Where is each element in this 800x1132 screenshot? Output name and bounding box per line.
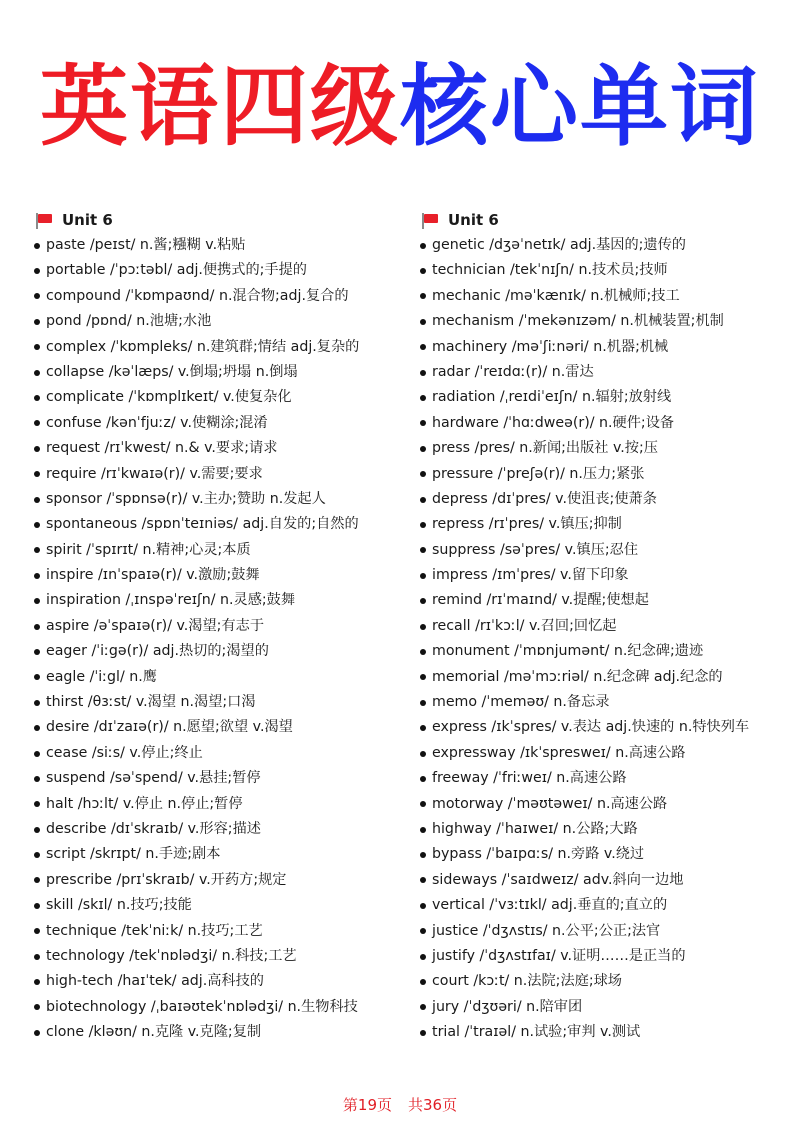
- word-entry: collapse /kəˈlæps/ v.倒塌;坍塌 n.倒塌: [46, 363, 298, 380]
- bullet-icon: [420, 674, 426, 680]
- bullet-icon: [420, 649, 426, 655]
- bullet-icon: [420, 522, 426, 528]
- list-item: [34, 792, 414, 817]
- word-entry: confuse /kənˈfjuːz/ v.使糊涂;混淆: [46, 414, 268, 431]
- bullet-icon: [420, 420, 426, 426]
- list-item: [34, 538, 414, 563]
- list-item: [34, 614, 414, 639]
- page-title: [0, 52, 800, 162]
- word-entry: paste /peɪst/ n.酱;糨糊 v.粘贴: [46, 237, 246, 253]
- word-entry: recall /rɪˈkɔːl/ v.召回;回忆起: [432, 617, 617, 634]
- list-item: [34, 512, 414, 537]
- list-item: [420, 995, 800, 1020]
- word-list: [420, 233, 800, 1046]
- list-item: [420, 690, 800, 715]
- word-entry: justify /ˈdʒʌstɪfaɪ/ v.证明……是正当的: [432, 947, 686, 964]
- bullet-icon: [34, 395, 40, 401]
- word-entry: high-tech /haɪˈtek/ adj.高科技的: [46, 973, 264, 990]
- unit-label: Unit 6: [62, 211, 113, 229]
- list-item: [420, 665, 800, 690]
- word-entry: mechanism /ˈmekənɪzəm/ n.机械装置;机制: [432, 313, 724, 330]
- list-item: [420, 309, 800, 334]
- list-item: [34, 969, 414, 994]
- list-item: [420, 715, 800, 740]
- bullet-icon: [34, 877, 40, 883]
- bullet-icon: [34, 852, 40, 858]
- page-number: 第19页: [342, 1096, 392, 1114]
- word-entry: highway /ˈhaɪweɪ/ n.公路;大路: [432, 820, 638, 837]
- list-item: [420, 563, 800, 588]
- word-entry: request /rɪˈkwest/ n.& v.要求;请求: [46, 440, 278, 457]
- bullet-icon: [34, 954, 40, 960]
- list-item: [34, 233, 414, 258]
- word-entry: monument /ˈmɒnjumənt/ n.纪念碑;遗迹: [432, 643, 704, 660]
- bullet-icon: [34, 1030, 40, 1036]
- bullet-icon: [420, 725, 426, 731]
- bullet-icon: [420, 243, 426, 249]
- word-entry: express /ɪkˈspres/ v.表达 adj.快速的 n.特快列车: [432, 719, 750, 736]
- list-item: [34, 1020, 414, 1045]
- list-item: [420, 436, 800, 461]
- list-item: [420, 411, 800, 436]
- page-total: 共36页: [408, 1096, 458, 1114]
- bullet-icon: [34, 293, 40, 299]
- word-entry: remind /rɪˈmaɪnd/ v.提醒;使想起: [432, 592, 649, 609]
- bullet-icon: [34, 776, 40, 782]
- bullet-icon: [420, 801, 426, 807]
- bullet-icon: [420, 344, 426, 350]
- list-item: [420, 792, 800, 817]
- word-entry: spontaneous /spɒnˈteɪniəs/ adj.自发的;自然的: [46, 516, 359, 533]
- word-entry: eagle /ˈiːgl/ n.鹰: [46, 668, 157, 685]
- bullet-icon: [420, 370, 426, 376]
- word-entry: pond /pɒnd/ n.池塘;水池: [46, 313, 212, 330]
- list-item: [34, 741, 414, 766]
- word-entry: justice /ˈdʒʌstɪs/ n.公平;公正;法官: [432, 922, 661, 939]
- word-entry: complicate /ˈkɒmplɪkeɪt/ v.使复杂化: [46, 389, 292, 406]
- bullet-icon: [420, 293, 426, 299]
- word-entry: machinery /məˈʃiːnəri/ n.机器;机械: [432, 338, 669, 355]
- list-item: [420, 639, 800, 664]
- word-entry: depress /dɪˈpres/ v.使沮丧;使萧条: [432, 490, 657, 507]
- word-entry: pressure /ˈpreʃə(r)/ n.压力;紧张: [432, 465, 645, 482]
- bullet-icon: [34, 928, 40, 934]
- list-item: [34, 817, 414, 842]
- word-entry: describe /dɪˈskraɪb/ v.形容;描述: [46, 820, 261, 837]
- word-entry: compound /ˈkɒmpaʊnd/ n.混合物;adj.复合的: [46, 287, 349, 304]
- word-entry: biotechnology /ˌbaɪəʊtekˈnɒlədʒi/ n.生物科技: [46, 998, 358, 1015]
- list-item: [34, 335, 414, 360]
- word-entry: halt /hɔːlt/ v.停止 n.停止;暂停: [46, 795, 243, 812]
- bullet-icon: [34, 446, 40, 452]
- bullet-icon: [34, 674, 40, 680]
- list-item: [420, 969, 800, 994]
- word-entry: suspend /səˈspend/ v.悬挂;暂停: [46, 770, 261, 787]
- list-item: [420, 944, 800, 969]
- list-item: [420, 462, 800, 487]
- bullet-icon: [34, 979, 40, 985]
- word-entry: thirst /θɜːst/ v.渴望 n.渴望;口渴: [46, 694, 256, 711]
- word-entry: sideways /ˈsaɪdweɪz/ adv.斜向一边地: [432, 871, 684, 888]
- bullet-icon: [34, 471, 40, 477]
- list-item: [34, 715, 414, 740]
- list-item: [420, 284, 800, 309]
- unit-heading: [420, 208, 800, 233]
- list-item: [34, 436, 414, 461]
- list-item: [420, 868, 800, 893]
- word-entry: jury /ˈdʒʊəri/ n.陪审团: [432, 998, 583, 1015]
- list-item: [34, 842, 414, 867]
- word-entry: cease /siːs/ v.停止;终止: [46, 744, 203, 761]
- bullet-icon: [34, 268, 40, 274]
- page-footer: [0, 1094, 800, 1115]
- bullet-icon: [420, 268, 426, 274]
- list-item: [34, 944, 414, 969]
- left-column: [34, 208, 414, 1046]
- list-item: [420, 258, 800, 283]
- bullet-icon: [34, 1004, 40, 1010]
- bullet-icon: [420, 547, 426, 553]
- word-entry: script /skrɪpt/ n.手迹;剧本: [46, 846, 221, 863]
- list-item: [34, 665, 414, 690]
- list-item: [34, 360, 414, 385]
- word-entry: technician /tekˈnɪʃn/ n.技术员;技师: [432, 262, 668, 279]
- right-column: [420, 208, 800, 1046]
- bullet-icon: [34, 725, 40, 731]
- word-entry: sponsor /ˈspɒnsə(r)/ v.主办;赞助 n.发起人: [46, 490, 326, 507]
- list-item: [34, 284, 414, 309]
- word-entry: bypass /ˈbaɪpɑːs/ n.旁路 v.绕过: [432, 846, 645, 863]
- list-item: [34, 563, 414, 588]
- list-item: [420, 233, 800, 258]
- bullet-icon: [420, 776, 426, 782]
- word-entry: technology /tekˈnɒlədʒi/ n.科技;工艺: [46, 947, 297, 964]
- bullet-icon: [420, 751, 426, 757]
- word-entry: trial /ˈtraɪəl/ n.试验;审判 v.测试: [432, 1024, 641, 1041]
- red-flag-icon: [420, 213, 440, 229]
- bullet-icon: [34, 700, 40, 706]
- unit-label: Unit 6: [448, 211, 499, 229]
- list-item: [34, 766, 414, 791]
- word-entry: spirit /ˈspɪrɪt/ n.精神;心灵;本质: [46, 541, 251, 558]
- unit-heading: [34, 208, 414, 233]
- word-entry: impress /ɪmˈpres/ v.留下印象: [432, 567, 629, 584]
- word-entry: desire /dɪˈzaɪə(r)/ n.愿望;欲望 v.渴望: [46, 719, 293, 736]
- bullet-icon: [420, 827, 426, 833]
- word-entry: suppress /səˈpres/ v.镇压;忍住: [432, 541, 639, 558]
- bullet-icon: [420, 598, 426, 604]
- word-entry: clone /kləʊn/ n.克隆 v.克隆;复制: [46, 1024, 262, 1041]
- list-item: [420, 335, 800, 360]
- list-item: [420, 919, 800, 944]
- word-entry: expressway /ɪkˈspresweɪ/ n.高速公路: [432, 744, 686, 761]
- word-entry: press /pres/ n.新闻;出版社 v.按;压: [432, 440, 658, 457]
- word-entry: freeway /ˈfriːweɪ/ n.高速公路: [432, 770, 627, 787]
- bullet-icon: [420, 877, 426, 883]
- list-item: [420, 766, 800, 791]
- bullet-icon: [34, 420, 40, 426]
- list-item: [420, 360, 800, 385]
- word-entry: mechanic /məˈkænɪk/ n.机械师;技工: [432, 287, 680, 304]
- list-item: [34, 893, 414, 918]
- word-entry: memo /ˈmeməʊ/ n.备忘录: [432, 694, 610, 711]
- bullet-icon: [34, 598, 40, 604]
- bullet-icon: [34, 751, 40, 757]
- bullet-icon: [34, 522, 40, 528]
- list-item: [34, 411, 414, 436]
- list-item: [34, 462, 414, 487]
- word-entry: skill /skɪl/ n.技巧;技能: [46, 897, 192, 914]
- word-entry: repress /rɪˈpres/ v.镇压;抑制: [432, 516, 622, 533]
- word-entry: hardware /ˈhɑːdweə(r)/ n.硬件;设备: [432, 414, 675, 431]
- title-red-part: 英语四级: [39, 55, 400, 158]
- word-entry: vertical /ˈvɜːtɪkl/ adj.垂直的;直立的: [432, 897, 668, 914]
- bullet-icon: [34, 243, 40, 249]
- word-entry: portable /ˈpɔːtəbl/ adj.便携式的;手提的: [46, 262, 307, 279]
- bullet-icon: [420, 319, 426, 325]
- bullet-icon: [420, 573, 426, 579]
- list-item: [420, 588, 800, 613]
- bullet-icon: [34, 624, 40, 630]
- list-item: [34, 487, 414, 512]
- word-entry: radiation /ˌreɪdiˈeɪʃn/ n.辐射;放射线: [432, 389, 672, 406]
- bullet-icon: [420, 903, 426, 909]
- title-blue-part: 核心单词: [400, 55, 761, 158]
- bullet-icon: [34, 547, 40, 553]
- word-entry: technique /tekˈniːk/ n.技巧;工艺: [46, 922, 263, 939]
- bullet-icon: [34, 319, 40, 325]
- word-entry: inspire /ɪnˈspaɪə(r)/ v.激励;鼓舞: [46, 567, 260, 584]
- bullet-icon: [34, 801, 40, 807]
- word-entry: eager /ˈiːgə(r)/ adj.热切的;渴望的: [46, 643, 269, 660]
- list-item: [34, 690, 414, 715]
- word-entry: complex /ˈkɒmpleks/ n.建筑群;情结 adj.复杂的: [46, 338, 360, 355]
- word-entry: prescribe /prɪˈskraɪb/ v.开药方;规定: [46, 871, 287, 888]
- word-entry: motorway /ˈməʊtəweɪ/ n.高速公路: [432, 795, 668, 812]
- word-entry: genetic /dʒəˈnetɪk/ adj.基因的;遗传的: [432, 237, 686, 253]
- list-item: [34, 639, 414, 664]
- list-item: [420, 817, 800, 842]
- bullet-icon: [34, 649, 40, 655]
- bullet-icon: [420, 1004, 426, 1010]
- list-item: [34, 385, 414, 410]
- bullet-icon: [420, 979, 426, 985]
- bullet-icon: [420, 852, 426, 858]
- list-item: [34, 995, 414, 1020]
- word-entry: aspire /əˈspaɪə(r)/ v.渴望;有志于: [46, 617, 265, 634]
- red-flag-icon: [34, 213, 54, 229]
- bullet-icon: [420, 954, 426, 960]
- bullet-icon: [34, 344, 40, 350]
- bullet-icon: [34, 903, 40, 909]
- bullet-icon: [34, 370, 40, 376]
- list-item: [34, 919, 414, 944]
- bullet-icon: [420, 471, 426, 477]
- list-item: [420, 842, 800, 867]
- bullet-icon: [420, 624, 426, 630]
- list-item: [34, 588, 414, 613]
- list-item: [420, 385, 800, 410]
- word-entry: memorial /məˈmɔːriəl/ n.纪念碑 adj.纪念的: [432, 668, 723, 685]
- bullet-icon: [420, 446, 426, 452]
- list-item: [34, 309, 414, 334]
- word-entry: radar /ˈreɪdɑː(r)/ n.雷达: [432, 363, 594, 380]
- bullet-icon: [34, 573, 40, 579]
- bullet-icon: [420, 497, 426, 503]
- word-list: [34, 233, 414, 1046]
- bullet-icon: [420, 395, 426, 401]
- list-item: [420, 538, 800, 563]
- list-item: [420, 512, 800, 537]
- list-item: [420, 614, 800, 639]
- word-entry: inspiration /ˌɪnspəˈreɪʃn/ n.灵感;鼓舞: [46, 592, 296, 609]
- word-entry: require /rɪˈkwaɪə(r)/ v.需要;要求: [46, 465, 263, 482]
- bullet-icon: [420, 928, 426, 934]
- bullet-icon: [34, 827, 40, 833]
- list-item: [34, 868, 414, 893]
- list-item: [34, 258, 414, 283]
- bullet-icon: [420, 1030, 426, 1036]
- word-entry: court /kɔːt/ n.法院;法庭;球场: [432, 973, 622, 990]
- list-item: [420, 893, 800, 918]
- list-item: [420, 487, 800, 512]
- bullet-icon: [34, 497, 40, 503]
- list-item: [420, 741, 800, 766]
- bullet-icon: [420, 700, 426, 706]
- list-item: [420, 1020, 800, 1045]
